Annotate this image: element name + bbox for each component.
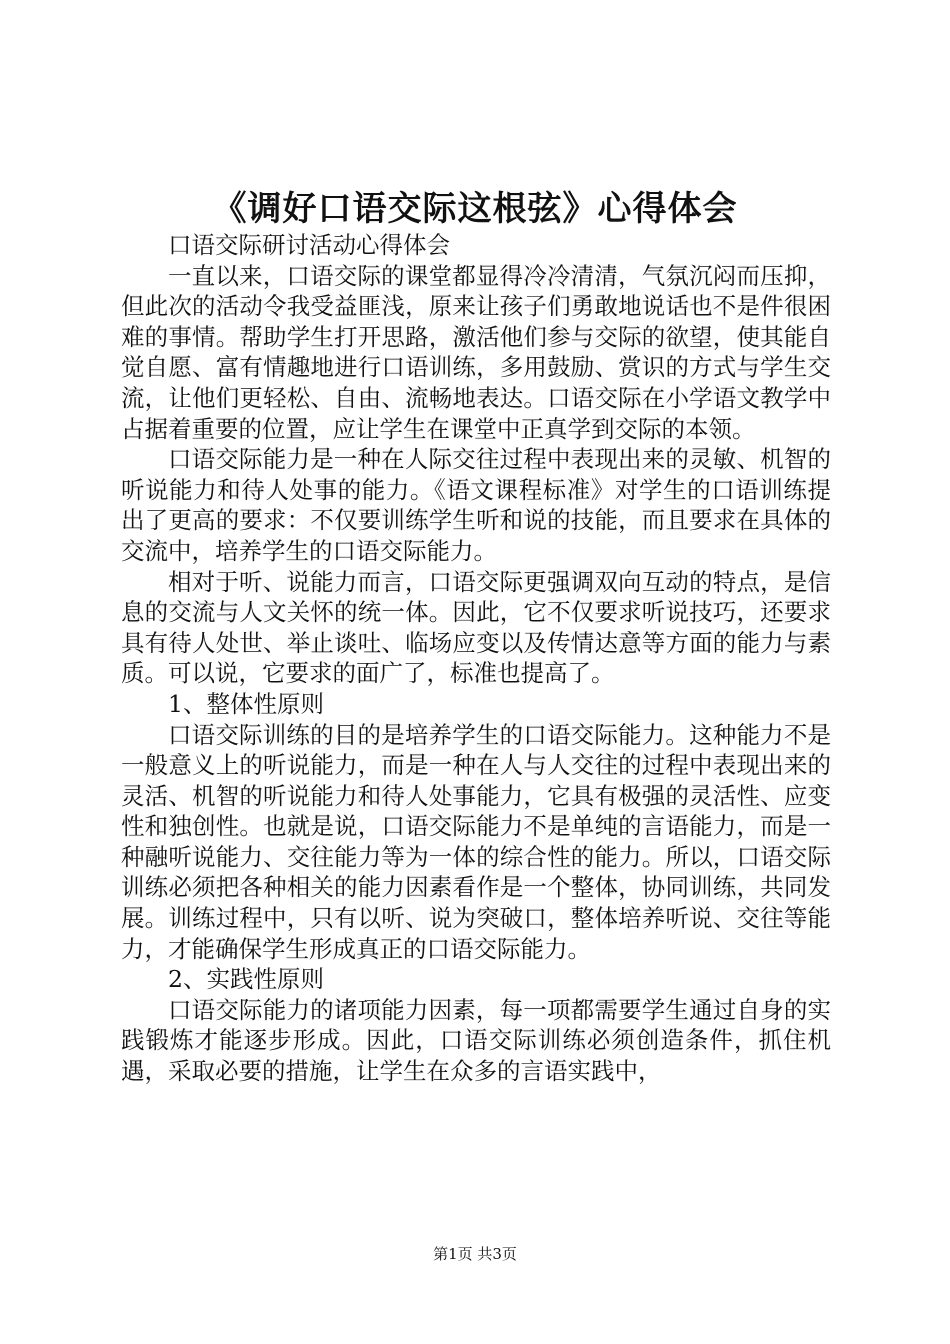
paragraph: 口语交际能力的诸项能力因素，每一项都需要学生通过自身的实践锻炼才能逐步形成。因此，口语交际训练必须创造条件，抓住机遇，采取必要的措施，让学生在众多的言语实践中， [121, 995, 831, 1086]
section-heading: 1、整体性原则 [168, 689, 324, 718]
paragraph: 口语交际能力是一种在人际交往过程中表现出来的灵敏、机智的听说能力和待人处事的能力。《语文课程标准》对学生的口语训练提出了更高的要求：不仅要训练学生听和说的技能，而且要求在具体的交流中，培养学生的口语交际能力。 [121, 445, 831, 565]
document-title: 《调好口语交际这根弦》心得体会 [212, 189, 738, 229]
document-body [121, 230, 831, 1087]
page-footer: 第1页 共3页 [433, 1245, 517, 1263]
paragraph: 相对于听、说能力而言，口语交际更强调双向互动的特点，是信息的交流与人文关怀的统一体。因此，它不仅要求听说技巧，还要求具有待人处世、举止谈吐、临场应变以及传情达意等方面的能力与素质。可以说，它要求的面广了，标准也提高了。 [121, 567, 831, 688]
intro-line: 口语交际研讨活动心得体会 [168, 231, 450, 259]
section-heading: 2、实践性原则 [168, 965, 324, 994]
paragraph: 一直以来，口语交际的课堂都显得冷冷清清，气氛沉闷而压抑，但此次的活动令我受益匪浅，原来让孩子们勇敢地说话也不是件很困难的事情。帮助学生打开思路，激活他们参与交际的欲望，使其能自觉自愿、富有情趣地进行口语训练，多用鼓励、赏识的方式与学生交流，让他们更轻松、自由、流畅地表达。口语交际在小学语文教学中占据着重要的位置，应让学生在课堂中正真学到交际的本领。 [121, 261, 831, 443]
paragraph: 口语交际训练的目的是培养学生的口语交际能力。这种能力不是一般意义上的听说能力，而是一种在人与人交往的过程中表现出来的灵活、机智的听说能力和待人处事能力，它具有极强的灵活性、应变性和独创性。也就是说，口语交际能力不是单纯的言语能力，而是一种融听说能力、交往能力等为一体的综合性的能力。所以，口语交际训练必须把各种相关的能力因素看作是一个整体，协同训练，共同发展。训练过程中，只有以听、说为突破口，整体培养听说、交往等能力，才能确保学生形成真正的口语交际能力。 [121, 720, 831, 963]
